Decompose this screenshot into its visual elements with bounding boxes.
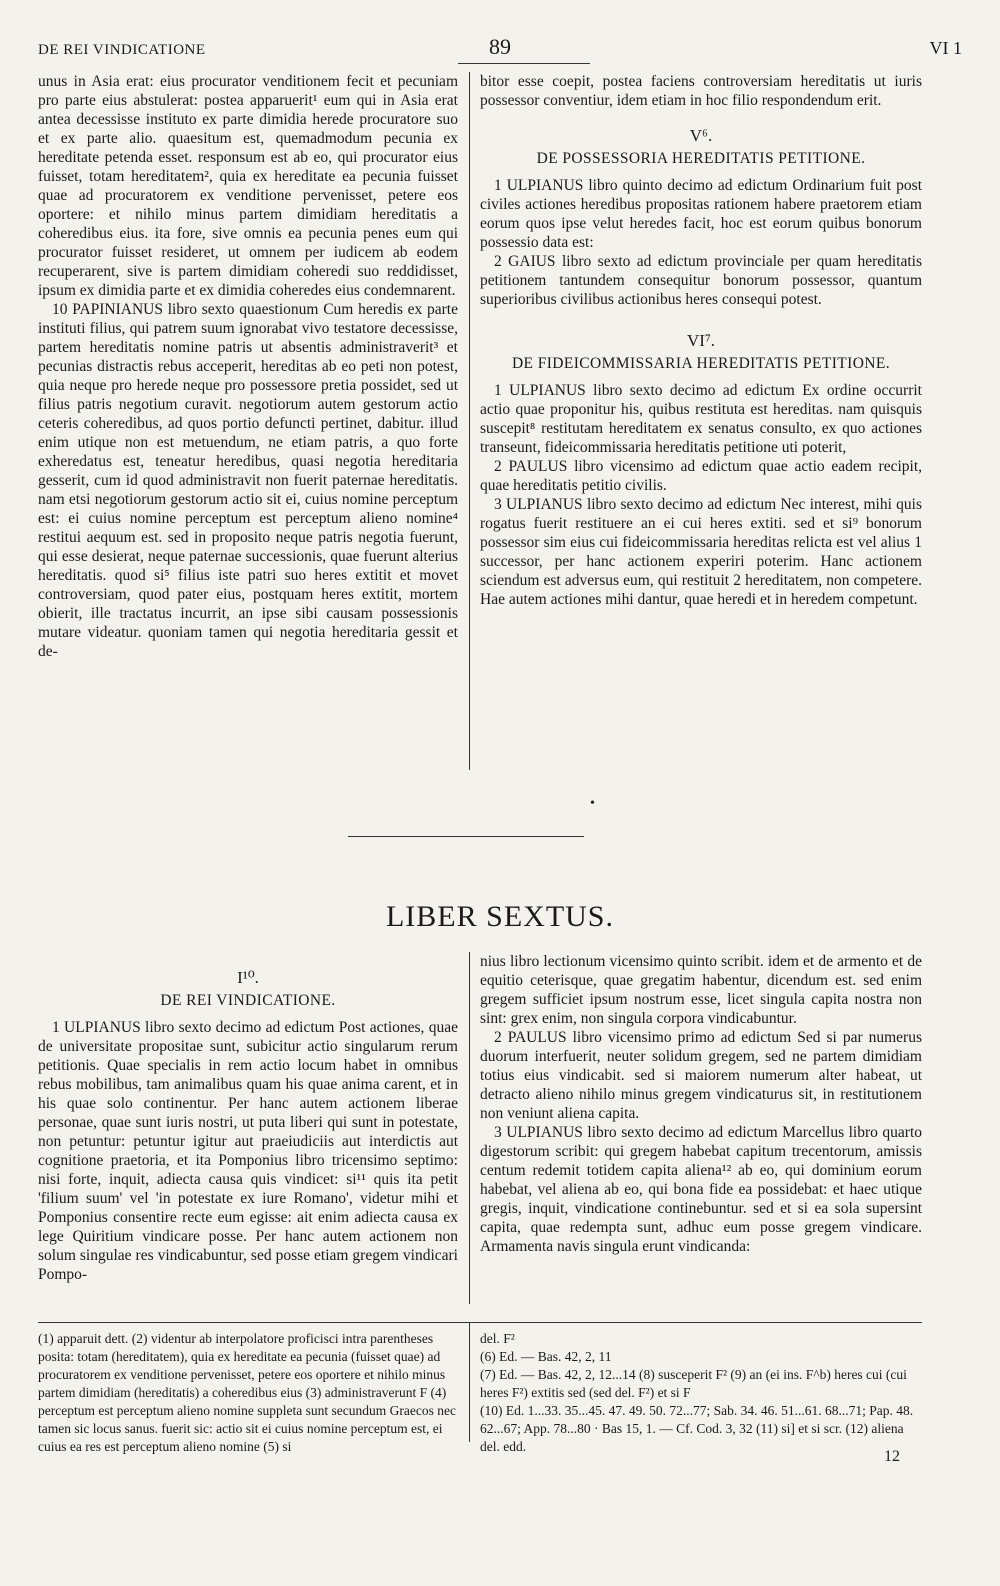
footnote: (7) Ed. — Bas. 42, 2, 12...14 (8) susceperit F² (9) an (ei ins. F^b) heres cui (cui heres F²) extitis sed (sed del. F²) et si F xyxy=(480,1367,907,1400)
paragraph: 2 PAULUS libro vicensimo ad edictum quae actio eadem recipit, quae hereditatis petitio civilis. xyxy=(480,458,922,494)
paragraph: unus in Asia erat: eius procurator venditionem fecit et pecuniam pro parte eius abstulerat: postea apparuerit¹ eum qui in Asia erat antea decessisse instituto ex parte dimidia herede procuratore suo et ex parte alio. quaesitum est, quemadmodum pecunia ex hereditate petenda esset. responsum est ab eo, qui procurator eius fuisset, totam hereditatem², quia ex hereditate ea pecunia fuisset quae ad procuratorem ex venditione pervenisset, petere eos oportere: et nihilo minus partem dimidiam hereditatis a coheredibus eius. ita fore, sive omnis ea pecunia penes eum qui procurator fuisset resideret, ut omnem per iudicem ab eodem recuperarent, sive is partem dimidiam coheredi suo reddidisset, ipsum ex dimidia parte et ex dimidia coheredes eius condemnarent. xyxy=(38,73,458,299)
top-left-column xyxy=(38,72,458,661)
footnote: del. F² xyxy=(480,1331,515,1346)
section-title: DE FIDEICOMMISSARIA HEREDITATIS PETITIONE. xyxy=(511,355,891,372)
bottom-right-column xyxy=(480,952,922,1256)
signature-mark: 12 xyxy=(884,1448,900,1465)
running-header xyxy=(38,34,962,64)
section-number: VI⁷. xyxy=(686,331,716,350)
paragraph: 3 ULPIANUS libro sexto decimo ad edictum Nec interest, mihi quis rogatus fuerit restituere an ei cui heres extiti. sed et si⁹ bonorum possessor sim eius cui fideicommissaria hereditas relicta est vel alius 1 successor, per hanc actionem experiri poterim. Hanc actionem sciendum est adversus eum, qui restituit 2 hereditatem, non competere. Hae autem actiones mihi dantur, quae heredi et in heredem competunt. xyxy=(480,496,922,608)
footnote: (10) Ed. 1...33. 35...45. 47. 49. 50. 72...77; Sab. 34. 46. 51...61. 68...71; Pap. 48. 62...67; App. 78...80 · Bas 15, 1. — Cf. Cod. 3, 32 (11) si] et si scr. (12) aliena del. edd. xyxy=(480,1403,914,1454)
section-reference: VI 1 xyxy=(929,38,962,58)
paragraph: 3 ULPIANUS libro sexto decimo ad edictum Marcellus libro quarto digestorum scribit: qui gregem habebat capitum trecentorum, amissis centum redemit totidem capita aliena¹² ab eo, qui dominium eorum habebat, vel aliena ab eo, qui bona fide ea possidebat: et haec utique gregis, inquit, vindicatione continebuntur. sed et si ea sola supersint capita, quae redempta sunt, adhuc eum posse gregem vindicare. Armamenta navis singula erunt vindicanda: xyxy=(480,1124,922,1255)
book-title: LIBER SEXTUS. xyxy=(385,900,614,933)
column-divider xyxy=(469,952,470,1304)
page-number: 89 xyxy=(489,34,511,59)
section-title: DE POSSESSORIA HEREDITATIS PETITIONE. xyxy=(536,150,866,167)
column-divider xyxy=(469,72,470,770)
paragraph: 1 ULPIANUS libro quinto decimo ad edictum Ordinarium fuit post civiles actiones heredibus propositas rationem habere praetorem etiam eorum quos ipse velut heredes facit, hoc est eorum quibus bonorum possessio data est: xyxy=(480,177,922,251)
running-title: DE REI VINDICATIONE xyxy=(38,42,206,58)
paragraph: bitor esse coepit, postea faciens controversiam hereditatis ut iuris possessor conventiur, idem etiam in hoc filio respondendum erit. xyxy=(480,73,922,109)
bottom-left-column xyxy=(38,968,458,1284)
ink-dot: • xyxy=(590,796,595,811)
paragraph: 2 PAULUS libro vicensimo primo ad edictum Sed si par numerus duorum interfuerit, neuter solidum gregem, sed ne partem dimidiam totius eius vindicabit. sed si maiorem numerum alter habeat, ut detracto alieno nihilo minus gregem vindicaturus sit, in restitutionem non veniunt aliena capita. xyxy=(480,1029,922,1122)
paragraph: nius libro lectionum vicensimo quinto scribit. idem et de armento et de equitio ceterisque, quae gregatim habentur, dicendum est. sed enim gregem sufficiet ipsum nostrum esse, licet singula capita nostra non sint: grex enim, non singula corpora vindicabuntur. xyxy=(480,953,922,1027)
footnote: (6) Ed. — Bas. 42, 2, 11 xyxy=(480,1349,612,1364)
section-number: I¹⁰. xyxy=(237,968,259,987)
paragraph: 2 GAIUS libro sexto ad edictum provinciale per quam hereditatis petitionem tantundem consequitur bonorum possessor, quantum superioribus civilibus actionibus heres consequi potest. xyxy=(480,253,922,308)
footnotes-left xyxy=(38,1330,458,1456)
section-title: DE REI VINDICATIONE. xyxy=(160,992,336,1009)
book-divider-rule xyxy=(348,836,584,837)
header-rule xyxy=(458,63,590,64)
footnote-divider xyxy=(469,1322,470,1442)
paragraph: 10 PAPINIANUS libro sexto quaestionum Cum heredis ex parte instituti filius, qui patrem suum ignorabat vivo testatore decessisse, partem hereditatis nomine patris ut absentis administraverit³ et pecunias distractis rebus acceperit, hereditas ab eo peti non potest, quia neque pro herede neque pro possessore pretia possidet, sed ut filius patris negotium curavit. negotiorum autem gestorum actio ceteris coheredibus, ad quos portio defuncti pertinet, dabitur. illud enim utique non est metuendum, ne etiam patris, a quo forte exheredatus est, teneatur heredibus, quasi negotia hereditaria gesserit, cum id quod administravit non fuerit paternae hereditatis. nam etsi negotiorum gestorum actio sit ei, cuius nomine perceptum est: ei cuius nomine perceptum est perceptum alieno nomine⁴ restitui aequum est. sed in proposito neque patris negotia fuerunt, qui esse desierat, neque paternae successionis, quae fuerunt alterius hereditatis. quod si⁵ filius iste patri suo heres extitit et movet controversiam, quod pater eius, postquam heres extitit, mortem obierit, ille tractatus incurrit, an ipse sibi causam possessionis mutare videatur. quoniam tamen qui negotia hereditaria gessit et de- xyxy=(38,301,458,660)
top-right-column xyxy=(480,72,922,609)
footnote-rule xyxy=(38,1322,922,1323)
footnotes-right xyxy=(480,1330,922,1456)
paragraph: 1 ULPIANUS libro sexto decimo ad edictum Ex ordine occurrit actio quae proponitur his, quibus restituta est hereditas. nam quisquis suscepit⁸ restitutam hereditatem ex senatus consulto, ex quo actiones transeunt, fideicommissaria hereditatis petitione uti poterit, xyxy=(480,382,922,456)
footnote: (1) apparuit dett. (2) videntur ab interpolatore proficisci intra parentheses posita: totam (hereditatem), quia ex hereditate ea pecunia (fuisset quae) ad procuratorem ex venditione pervenisset, petere eos oportere et nihilo minus partem dimidiam (hereditatis) a coheredibus eius (3) administraverunt F (4) perceptum est perceptum alieno nomine suppleta sunt secundum Graecos nec tamen sic locus sanus. fuerit sic: actio sit ei cuius nomine perceptum est, ei cuius ea res est perceptum alieno nomine (5) si xyxy=(38,1331,456,1454)
section-number: V⁶. xyxy=(689,126,713,145)
paragraph: 1 ULPIANUS libro sexto decimo ad edictum Post actiones, quae de universitate propositae sunt, subicitur actio singularum rerum petitionis. Quae specialis in rem actio locum habet in omnibus rebus mobilibus, tam animalibus quam his quae anima carent, et in his quae solo continentur. Per hanc autem actionem liberae personae, quae sunt iuris nostri, ut puta liberi qui sunt in potestate, non petuntur: petuntur igitur aut praeiudiciis aut interdictis aut cognitione praetoria, et ita Pomponius libro tricensimo septimo: nisi forte, inquit, adiecta causa quis vindicet: si¹¹ quis ita petit 'filium suum' vel 'in potestate ex iure Romano', videtur mihi et Pomponius consentire recte eum egisse: ait enim adiecta causa ex lege Quiritium vindicare posse. Per hanc autem actionem non solum singulae res vindicabuntur, sed posse etiam gregem vindicari Pompo- xyxy=(38,1019,458,1283)
